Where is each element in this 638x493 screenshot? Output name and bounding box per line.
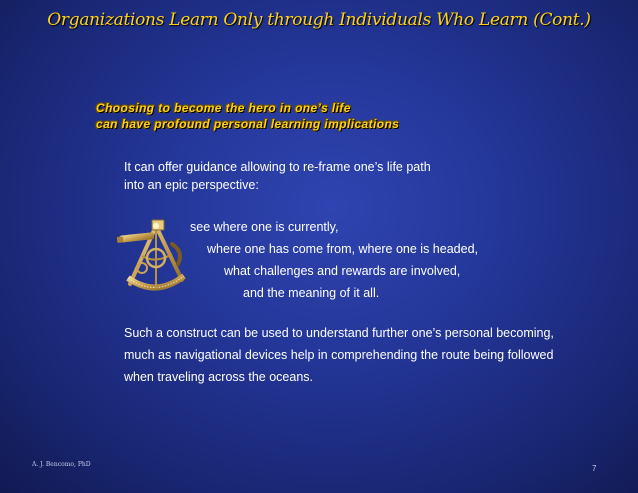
conclusion-line-3: when traveling across the oceans. xyxy=(124,370,313,384)
conclusion-line-1: Such a construct can be used to understand further one’s personal becoming, xyxy=(124,326,554,340)
step-line-2: where one has come from, where one is headed, xyxy=(207,242,478,256)
slide-subtitle xyxy=(96,100,399,132)
subtitle-line-2: can have profound personal learning implications xyxy=(96,117,400,131)
page-number: 7 xyxy=(592,464,597,473)
author-footer: A. J. Bencomo, PhD xyxy=(32,461,91,468)
intro-line-2: into an epic perspective: xyxy=(124,178,259,192)
intro-paragraph xyxy=(124,158,431,194)
step-line-3: what challenges and rewards are involved, xyxy=(224,264,461,278)
step-line-1: see where one is currently, xyxy=(190,220,339,234)
conclusion-paragraph xyxy=(124,322,554,388)
subtitle-line-1: Choosing to become the hero in one’s life xyxy=(96,101,351,115)
intro-line-1: It can offer guidance allowing to re-frame one’s life path xyxy=(124,160,431,174)
step-line-4: and the meaning of it all. xyxy=(243,286,380,300)
sextant-icon xyxy=(116,218,190,294)
conclusion-line-2: much as navigational devices help in comprehending the route being followed xyxy=(124,348,554,362)
slide-title: Organizations Learn Only through Individuals Who Learn (Cont.) xyxy=(47,10,591,30)
